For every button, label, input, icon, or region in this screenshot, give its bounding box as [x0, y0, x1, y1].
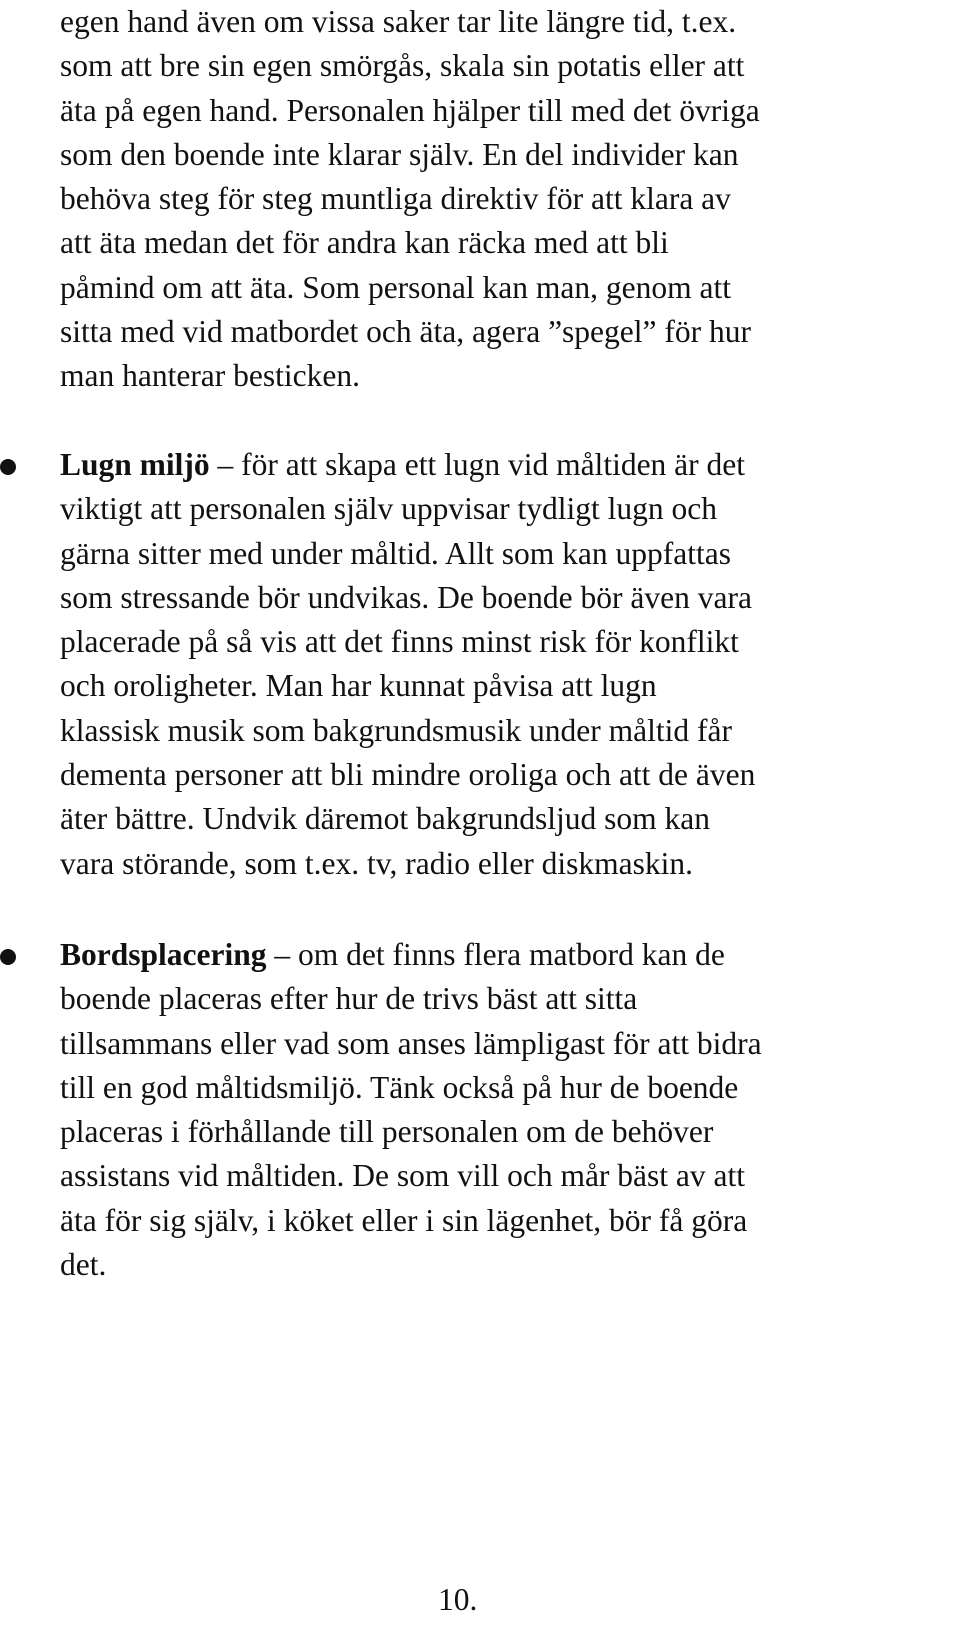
text-line: viktigt att personalen själv uppvisar tydligt lugn och	[60, 491, 718, 527]
text-line	[60, 443, 960, 487]
text-line: klassisk musik som bakgrundsmusik under måltid får	[60, 712, 732, 748]
bullet-term: Bordsplacering	[60, 937, 267, 972]
text-line: tillsammans eller vad som anses lämpligast för att bidra	[60, 1025, 762, 1061]
text-line: boende placeras efter hur de trivs bäst att sitta	[60, 981, 638, 1017]
text-line: äter bättre. Undvik däremot bakgrundsljud som kan	[60, 801, 710, 837]
text-line: som att bre sin egen smörgås, skala sin potatis eller att	[60, 48, 745, 84]
text-line: påmind om att äta. Som personal kan man, genom att	[60, 269, 731, 305]
text-line: sitta med vid matbordet och äta, agera ”spegel” för hur	[60, 314, 751, 350]
text-line: placeras i förhållande till personalen om de behöver	[60, 1114, 714, 1150]
text-line	[60, 933, 960, 977]
text-line: att äta medan det för andra kan räcka med att bli	[60, 225, 669, 261]
text-line: äta för sig själv, i köket eller i sin lägenhet, bör få göra	[60, 1202, 748, 1238]
intro-paragraph	[60, 0, 960, 399]
bullet-first-line-text: – för att skapa ett lugn vid måltiden är det	[209, 447, 746, 482]
bullet-paragraph-bordsplacering	[60, 933, 960, 1287]
text-line: dementa personer att bli mindre oroliga och att de även	[60, 757, 756, 793]
bullet-term: Lugn miljö	[60, 447, 210, 482]
page-number: 10.	[438, 1582, 478, 1617]
bullet-first-line-text: – om det finns flera matbord kan de	[266, 937, 725, 972]
text-line: behöva steg för steg muntliga direktiv för att klara av	[60, 181, 731, 217]
text-line: assistans vid måltiden. De som vill och mår bäst av att	[60, 1158, 746, 1194]
bullet-icon	[0, 459, 16, 475]
text-line: äta på egen hand. Personalen hjälper till med det övriga	[60, 92, 760, 128]
text-line: man hanterar besticken.	[60, 358, 360, 394]
text-line: som den boende inte klarar själv. En del individer kan	[60, 136, 739, 172]
text-line: gärna sitter med under måltid. Allt som kan uppfattas	[60, 535, 731, 571]
text-line: placerade på så vis att det finns minst risk för konflikt	[60, 624, 739, 660]
bullet-paragraph-lugn-miljo	[60, 443, 960, 886]
text-line: till en god måltidsmiljö. Tänk också på hur de boende	[60, 1069, 739, 1105]
text-line: det.	[60, 1247, 107, 1283]
text-line: egen hand även om vissa saker tar lite längre tid, t.ex.	[60, 4, 737, 39]
bullet-icon	[0, 949, 16, 965]
text-line: vara störande, som t.ex. tv, radio eller diskmaskin.	[60, 845, 694, 881]
text-line: som stressande bör undvikas. De boende bör även vara	[60, 579, 752, 615]
text-line: och oroligheter. Man har kunnat påvisa att lugn	[60, 668, 657, 704]
